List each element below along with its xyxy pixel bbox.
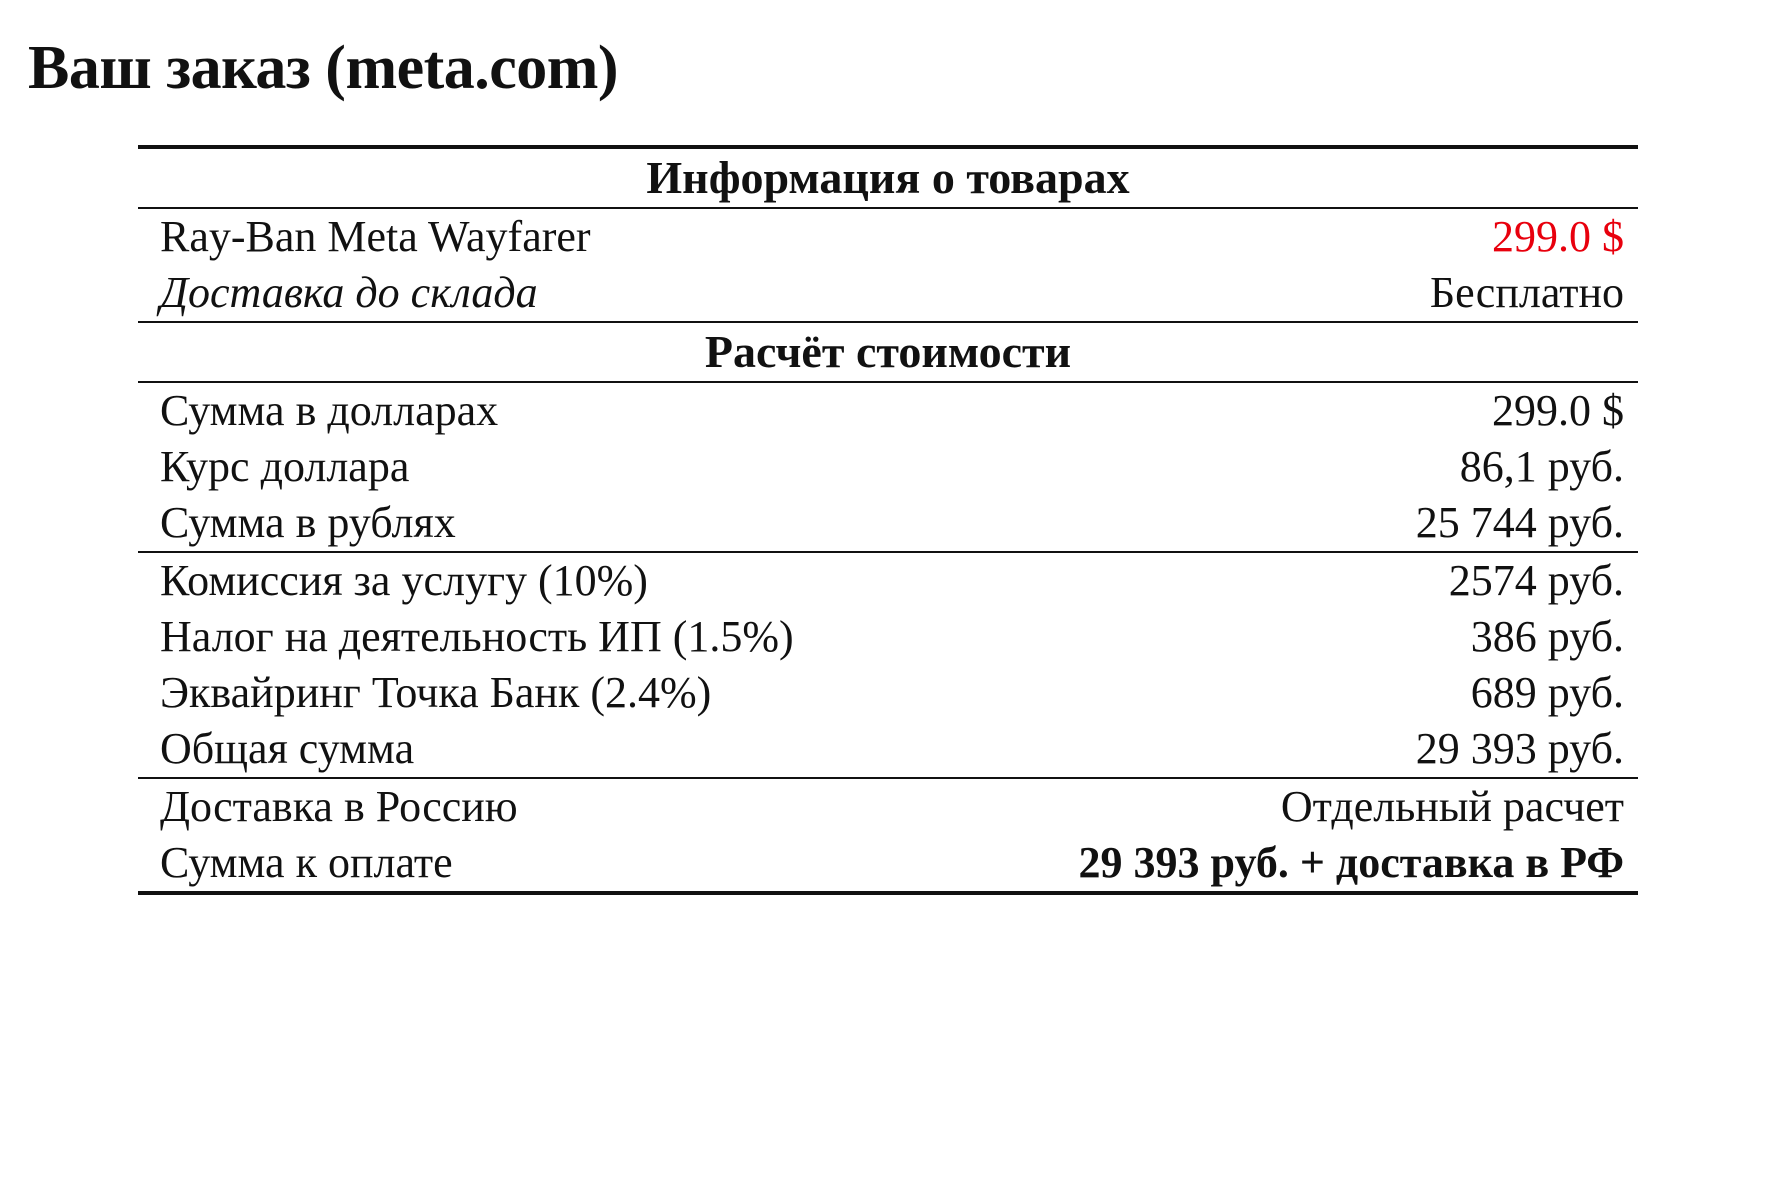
section-header-products-label: Информация о товарах xyxy=(138,147,1638,208)
acquiring-fee-label: Эквайринг Точка Банк (2.4%) xyxy=(160,667,712,717)
table-row xyxy=(138,778,1638,835)
table-row xyxy=(138,721,1638,778)
ip-tax-label: Налог на деятельность ИП (1.5%) xyxy=(160,612,794,662)
service-fee-label: Комиссия за услугу (10%) xyxy=(138,552,947,609)
ip-tax-value: 386 руб. xyxy=(1470,612,1624,662)
russia-shipping-value: Отдельный расчет xyxy=(947,778,1638,835)
usd-rate-value: 86,1 руб. xyxy=(1459,442,1624,492)
table-row xyxy=(138,835,1638,893)
table-row xyxy=(138,665,1638,721)
table-row xyxy=(138,382,1638,439)
table-row xyxy=(138,265,1638,322)
product-price-value: 299.0 $ xyxy=(947,208,1638,265)
table-row xyxy=(138,552,1638,609)
table-row xyxy=(138,495,1638,552)
warehouse-shipping-label: Доставка до склада xyxy=(160,268,538,318)
section-header-products xyxy=(138,147,1638,208)
service-fee-value: 2574 руб. xyxy=(947,552,1638,609)
amount-rub-label: Сумма в рублях xyxy=(160,498,456,548)
amount-usd-value: 299.0 $ xyxy=(947,382,1638,439)
subtotal-label: Общая сумма xyxy=(160,723,415,773)
warehouse-shipping-value: Бесплатно xyxy=(1429,268,1624,318)
table-row xyxy=(138,609,1638,665)
total-due-value: 29 393 руб. + доставка в РФ xyxy=(947,835,1638,893)
subtotal-value: 29 393 руб. xyxy=(1415,723,1624,773)
amount-rub-value: 25 744 руб. xyxy=(1415,498,1624,548)
total-due-label: Сумма к оплате xyxy=(138,835,947,893)
usd-rate-label: Курс доллара xyxy=(160,442,410,492)
page-title: Ваш заказ (meta.com) xyxy=(28,34,619,102)
acquiring-fee-value: 689 руб. xyxy=(1470,667,1624,717)
russia-shipping-label: Доставка в Россию xyxy=(138,778,947,835)
amount-usd-label: Сумма в долларах xyxy=(138,382,947,439)
section-header-calculation-label: Расчёт стоимости xyxy=(138,322,1638,382)
order-table xyxy=(138,145,1638,895)
section-header-calculation xyxy=(138,322,1638,382)
product-name-label: Ray-Ban Meta Wayfarer xyxy=(138,208,947,265)
table-row xyxy=(138,439,1638,495)
table-row xyxy=(138,208,1638,265)
